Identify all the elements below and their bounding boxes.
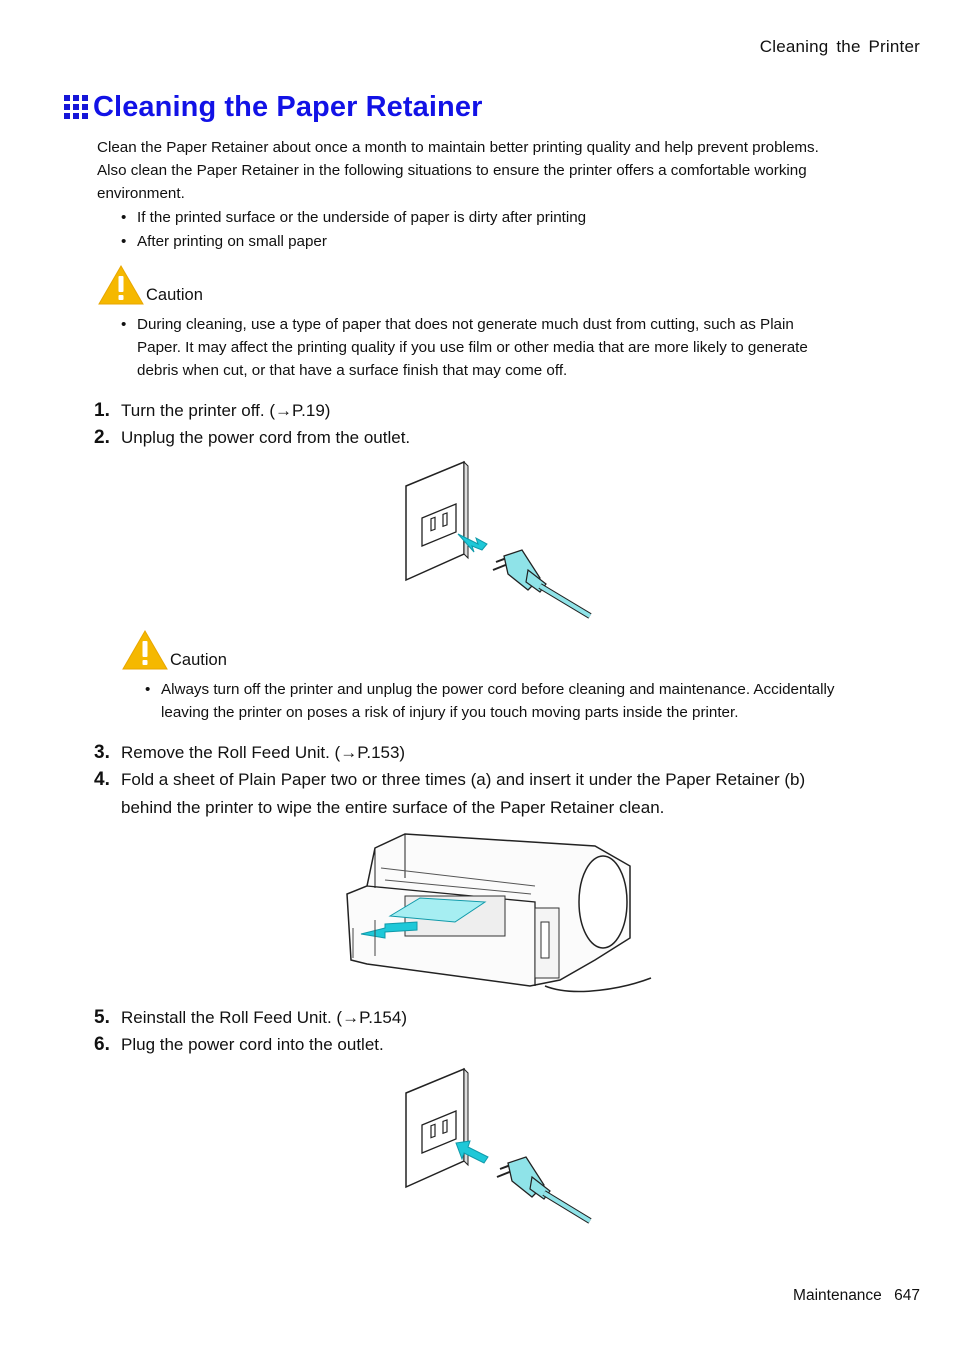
caution-label: Caution xyxy=(170,651,227,669)
list-item: • If the printed surface or the underside of paper is dirty after printing xyxy=(97,206,897,230)
step-number: 2. xyxy=(94,427,110,448)
step-number: 5. xyxy=(94,1007,110,1028)
list-item: • After printing on small paper xyxy=(97,230,897,254)
caution-line: • Always turn off the printer and unplug the power cord before cleaning and maintenance. Accidentally xyxy=(121,678,921,701)
page-title-text: Cleaning the Paper Retainer xyxy=(93,90,483,123)
grid-icon xyxy=(64,95,88,119)
caution-text xyxy=(97,313,897,382)
step-text: Turn the printer off. (→P.19) xyxy=(121,401,331,420)
caution-line: leaving the printer on poses a risk of injury if you touch moving parts inside the printer. xyxy=(161,704,739,721)
intro-line: Clean the Paper Retainer about once a month to maintain better printing quality and help prevent problems. xyxy=(97,139,819,156)
intro-paragraph xyxy=(97,136,897,205)
caution-heading xyxy=(98,265,203,305)
step-6 xyxy=(94,1031,384,1059)
step-text: Unplug the power cord from the outlet. xyxy=(121,428,411,447)
intro-line: Also clean the Paper Retainer in the following situations to ensure the printer offers a comfortable working xyxy=(97,162,807,179)
footer-section: Maintenance xyxy=(793,1287,882,1304)
caution-line: debris when cut, or that have a surface finish that may come off. xyxy=(137,362,568,379)
page-title xyxy=(64,88,482,126)
intro-bullet-list xyxy=(97,206,897,254)
caution-text xyxy=(121,678,921,724)
page-number: 647 xyxy=(894,1287,920,1304)
intro-line: environment. xyxy=(97,185,185,202)
warning-triangle-icon xyxy=(122,630,168,670)
printer-illustration xyxy=(345,828,655,1000)
step-1 xyxy=(94,397,330,425)
step-3 xyxy=(94,739,405,767)
caution-line: • During cleaning, use a type of paper that does not generate much dust from cutting, such as Plain xyxy=(97,313,897,336)
step-number: 1. xyxy=(94,400,110,421)
step-text: Plug the power cord into the outlet. xyxy=(121,1035,384,1054)
step-text: Fold a sheet of Plain Paper two or three times (a) and insert it under the Paper Retainer (b) behind the printer to wipe the entire surface of the Paper Retainer clean. xyxy=(121,770,806,817)
page-footer xyxy=(793,1287,920,1305)
caution-heading xyxy=(122,630,227,670)
step-2 xyxy=(94,424,410,452)
step-5 xyxy=(94,1004,407,1032)
caution-line: Paper. It may affect the printing quality if you use film or other media that are more likely to generate xyxy=(137,339,808,356)
warning-triangle-icon xyxy=(98,265,144,305)
step-number: 4. xyxy=(94,769,110,790)
step-text: Reinstall the Roll Feed Unit. (→P.154) xyxy=(121,1008,407,1027)
running-header: Cleaning the Printer xyxy=(759,37,920,56)
step-number: 3. xyxy=(94,742,110,763)
plug-in-illustration xyxy=(400,1065,595,1227)
caution-label: Caution xyxy=(146,286,203,304)
unplug-illustration xyxy=(400,458,595,620)
step-number: 6. xyxy=(94,1034,110,1055)
step-text: Remove the Roll Feed Unit. (→P.153) xyxy=(121,743,406,762)
step-4 xyxy=(94,766,914,822)
